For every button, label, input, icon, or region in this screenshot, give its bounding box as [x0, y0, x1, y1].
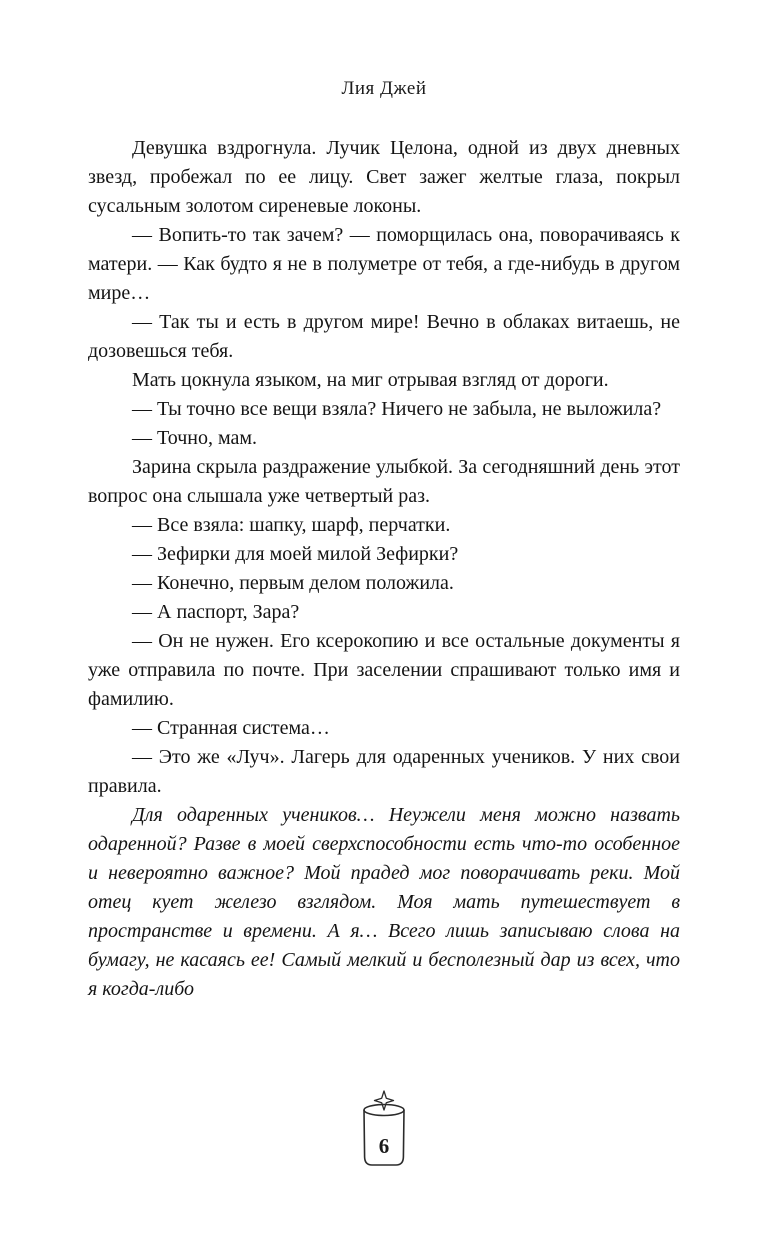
paragraph: — Ты точно все вещи взяла? Ничего не забыла, не выложила?	[132, 398, 662, 420]
paragraph: — Точно, мам.	[132, 427, 258, 449]
candle-jar-icon	[357, 1090, 411, 1168]
running-header: Лия Джей	[341, 78, 427, 99]
page-body	[88, 134, 680, 1004]
page-number: 6	[378, 1134, 390, 1158]
paragraph: — Странная система…	[132, 717, 330, 739]
paragraph: Мать цокнула языком, на миг отрывая взгляд от дороги.	[132, 369, 609, 391]
paragraph: Зарина скрыла раздражение улыбкой. За сегодняшний день этот вопрос она слышала уже четвертый раз.	[88, 456, 680, 507]
paragraph: Для одаренных учеников… Неужели меня можно назвать одаренной? Разве в моей сверхспособности есть что-то особенное и невероятно важное? Мой прадед мог поворачивать реки. Мой отец кует железо взглядом. Моя мать путешествует в пространстве и времени. А я… Всего лишь записываю слова на бумагу, не касаясь ее! Самый мелкий и бесполезный дар из всех, что я когда-либо	[88, 804, 680, 1000]
paragraph: — Он не нужен. Его ксерокопию и все остальные документы я уже отправила по почте. При заселении спрашивают только имя и фамилию.	[88, 630, 680, 710]
page-footer	[0, 1090, 768, 1168]
paragraph: — Так ты и есть в другом мире! Вечно в облаках витаешь, не дозовешься тебя.	[88, 311, 680, 362]
paragraph: — Вопить-то так зачем? — поморщилась она, поворачиваясь к матери. — Как будто я не в полуметре от тебя, а где-нибудь в другом мире…	[88, 224, 680, 304]
paragraph: — А паспорт, Зара?	[132, 601, 300, 623]
paragraph: — Зефирки для моей милой Зефирки?	[132, 543, 459, 565]
paragraph: — Это же «Луч». Лагерь для одаренных учеников. У них свои правила.	[88, 746, 680, 797]
paragraph: Девушка вздрогнула. Лучик Целона, одной из двух дневных звезд, пробежал по ее лицу. Свет зажег желтые глаза, покрыл сусальным золотом сиреневые локоны.	[88, 137, 680, 217]
paragraph: — Конечно, первым делом положила.	[132, 572, 454, 594]
paragraph: — Все взяла: шапку, шарф, перчатки.	[132, 514, 451, 536]
